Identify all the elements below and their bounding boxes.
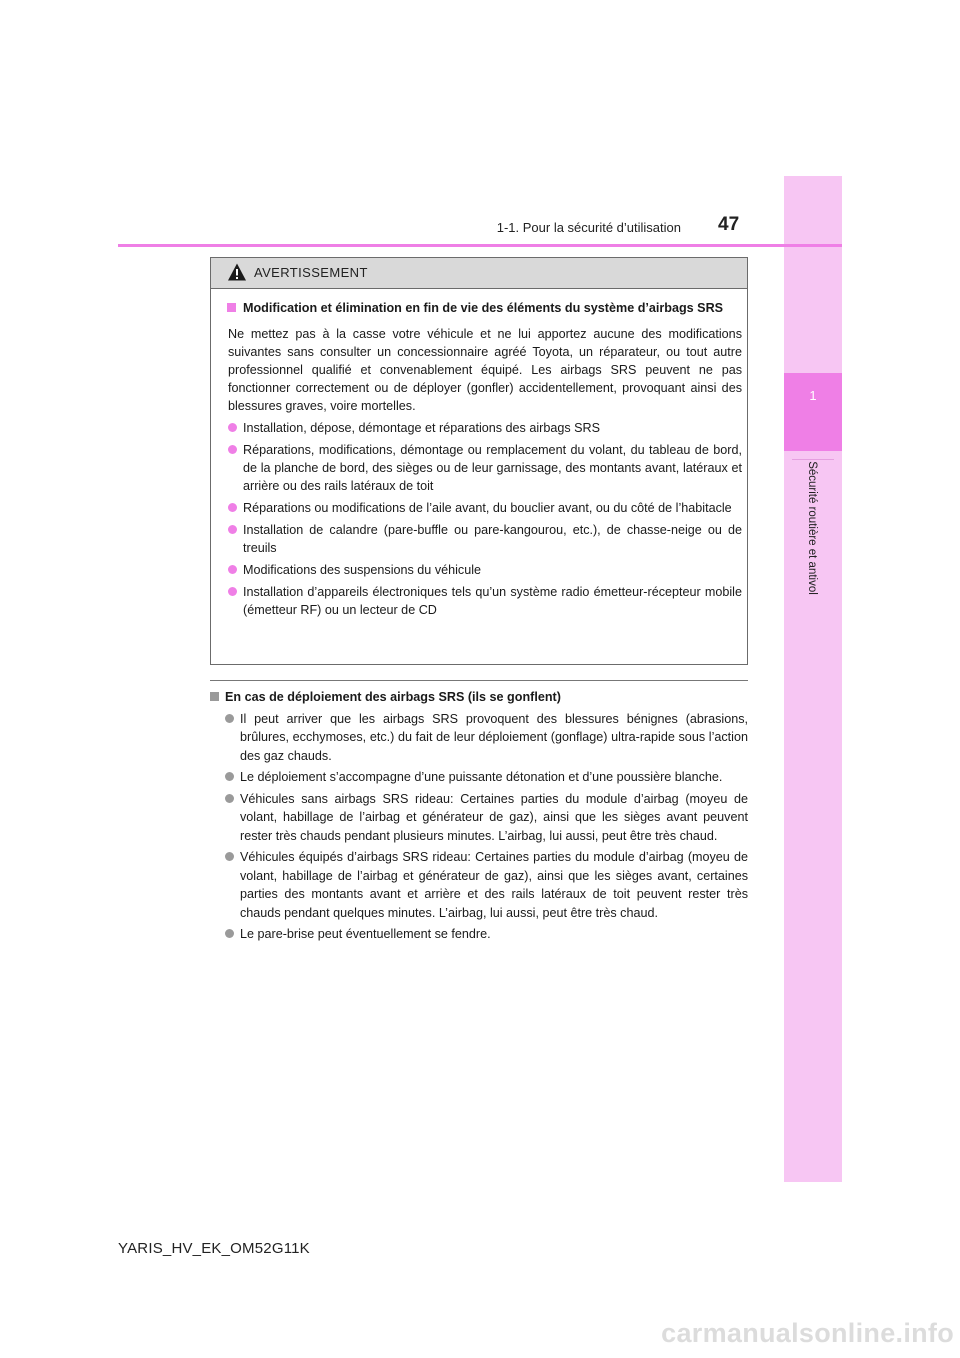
warning-body xyxy=(211,289,747,619)
deployment-list-item xyxy=(210,710,748,766)
chapter-sidebar-tab xyxy=(784,176,842,1182)
deployment-item-text: Véhicules sans airbags SRS rideau: Certaines parties du module d’airbag (moyeu de volant, habillage de l’airbag et générateur de gaz), ainsi que les sièges avant peuvent rester très chauds pendant plusieurs minutes. L’airbag, lui aussi, peut être très chaud. xyxy=(240,791,748,843)
warning-list-item xyxy=(227,441,742,495)
deployment-list-item xyxy=(210,790,748,846)
warning-item-text: Installation, dépose, démontage et réparations des airbags SRS xyxy=(243,421,601,435)
bullet-dot-icon xyxy=(228,503,237,512)
chapter-number-box xyxy=(784,373,842,451)
section-header: 1-1. Pour la sécurité d’utilisation xyxy=(496,220,681,235)
warning-heading xyxy=(227,299,742,317)
bullet-dot-icon xyxy=(225,772,234,781)
chapter-number: 1 xyxy=(809,388,817,403)
deployment-list-item xyxy=(210,925,748,944)
warning-item-text: Réparations, modifications, démontage ou remplacement du volant, du tableau de bord, de la planche de bord, des sièges ou de leur garnissage, des montants avant, latéraux et arrière ou des rails latéraux de toit xyxy=(243,443,742,493)
deployment-item-text: Le déploiement s’accompagne d’une puissante détonation et d’une poussière blanche. xyxy=(240,770,723,784)
bullet-dot-icon xyxy=(228,525,237,534)
header-rule xyxy=(118,244,842,247)
deployment-item-text: Le pare-brise peut éventuellement se fendre. xyxy=(240,927,491,941)
deployment-list-item xyxy=(210,848,748,922)
warning-item-text: Installation d’appareils électroniques tels qu’un système radio émetteur-récepteur mobile (émetteur RF) ou un lecteur de CD xyxy=(243,585,742,617)
watermark-text: carmanualsonline.info xyxy=(661,1318,954,1348)
warning-list-item xyxy=(227,561,742,579)
warning-list-item xyxy=(227,521,742,557)
square-bullet-icon xyxy=(227,303,236,312)
warning-list-item xyxy=(227,583,742,619)
deployment-item-text: Il peut arriver que les airbags SRS provoquent des blessures bénignes (abrasions, brûlures, ecchymoses, etc.) du fait de leur déploiement (gonflage) ultra-rapide sous l’action des gaz chauds. xyxy=(240,711,748,763)
section-divider xyxy=(210,680,748,681)
bullet-dot-icon xyxy=(225,714,234,723)
warning-box xyxy=(210,257,748,665)
bullet-dot-icon xyxy=(228,587,237,596)
warning-item-text: Réparations ou modifications de l’aile avant, du bouclier avant, ou du côté de l’habitacle xyxy=(243,501,732,515)
bullet-dot-icon xyxy=(228,445,237,454)
page-number: 47 xyxy=(718,214,740,235)
deployment-list-item xyxy=(210,768,748,787)
deployment-heading-text: En cas de déploiement des airbags SRS (ils se gonflent) xyxy=(225,690,561,704)
chapter-title: Sécurité routière et antivol xyxy=(806,461,818,595)
bullet-dot-icon xyxy=(225,852,234,861)
warning-list-item xyxy=(227,419,742,437)
warning-triangle-icon xyxy=(227,262,247,282)
deployment-heading xyxy=(210,688,748,707)
warning-intro: Ne mettez pas à la casse votre véhicule et ne lui apportez aucune des modifications suivantes sans consulter un concessionnaire agréé Toyota, un réparateur, ou tout autre professionnel qualifié et convenablement équipé. Les airbags SRS peuvent ne pas fonctionner correctement ou de déployer (gonfler) accidentellement, provoquant ainsi des blessures graves, voire mortelles. xyxy=(228,327,742,413)
model-code: YARIS_HV_EK_OM52G11K xyxy=(118,1240,310,1257)
warning-item-text: Installation de calandre (pare-buffle ou pare-kangourou, etc.), de chasse-neige ou de treuils xyxy=(243,523,742,555)
deployment-section xyxy=(210,688,748,944)
warning-item-text: Modifications des suspensions du véhicule xyxy=(243,563,482,577)
warning-list-item xyxy=(227,499,742,517)
bullet-dot-icon xyxy=(228,565,237,574)
warning-title: AVERTISSEMENT xyxy=(254,265,368,280)
deployment-item-text: Véhicules équipés d’airbags SRS rideau: Certaines parties du module d’airbag (moyeu de volant, habillage de l’airbag et générateur de gaz), ainsi que les sièges avant, certaines parties des montants avant et arrière et des rails latéraux de toit peuvent rester très chauds pendant quelques minutes. L’airbag, lui aussi, peut être très chaud. xyxy=(240,850,748,920)
bullet-dot-icon xyxy=(228,423,237,432)
square-bullet-icon xyxy=(210,692,219,701)
sidebar-divider xyxy=(792,459,834,460)
bullet-dot-icon xyxy=(225,929,234,938)
warning-header xyxy=(211,258,747,289)
warning-heading-text: Modification et élimination en fin de vie des éléments du système d’airbags SRS xyxy=(243,301,724,315)
bullet-dot-icon xyxy=(225,794,234,803)
